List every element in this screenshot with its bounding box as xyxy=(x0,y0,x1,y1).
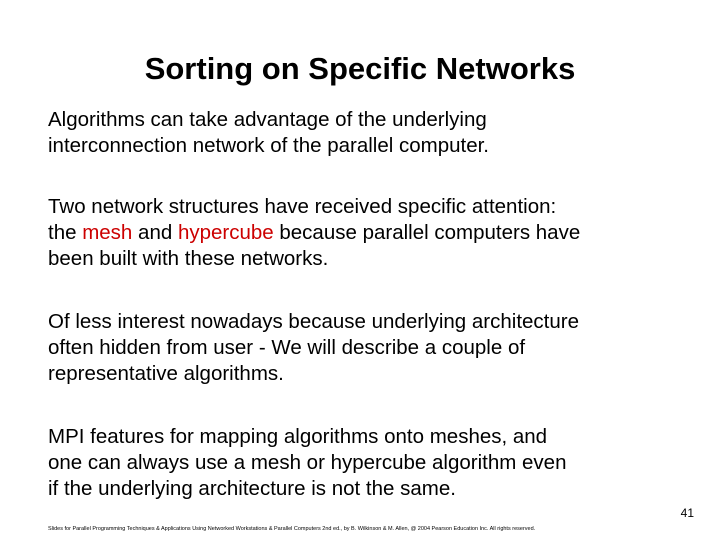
paragraph-2-line-2 xyxy=(48,220,698,246)
paragraph-4-line-2: one can always use a mesh or hypercube algorithm even xyxy=(48,451,567,474)
paragraph-2-line-3: been built with these networks. xyxy=(48,247,329,270)
paragraph-4-line-3: if the underlying architecture is not the same. xyxy=(48,477,456,500)
paragraph-2-text-pre: the xyxy=(48,221,83,244)
paragraph-4 xyxy=(48,424,698,502)
paragraph-1 xyxy=(48,107,698,159)
paragraph-1-line-1: Algorithms can take advantage of the underlying xyxy=(48,108,487,131)
paragraph-2-text-mid: and xyxy=(132,221,178,244)
footer-credits: Slides for Parallel Programming Techniques & Applications Using Networked Workstations & Parallel Computers 2nd ed., by B. Wilkinson & M. Allen, @ 2004 Pearson Education Inc. All rights reserved. xyxy=(48,526,536,532)
slide-title: Sorting on Specific Networks xyxy=(144,51,576,86)
paragraph-3-line-2: often hidden from user - We will describe a couple of xyxy=(48,336,526,359)
highlight-mesh: mesh xyxy=(82,221,133,244)
paragraph-3-line-1: Of less interest nowadays because underlying architecture xyxy=(48,310,580,333)
paragraph-3 xyxy=(48,309,698,387)
highlight-hypercube: hypercube xyxy=(177,221,274,244)
paragraph-2 xyxy=(48,194,698,272)
page-number: 41 xyxy=(680,506,694,520)
paragraph-3-line-3: representative algorithms. xyxy=(48,362,284,385)
paragraph-2-line-1: Two network structures have received specific attention: xyxy=(48,195,557,218)
paragraph-2-text-post: because parallel computers have xyxy=(273,221,581,244)
paragraph-1-line-2: interconnection network of the parallel computer. xyxy=(48,134,490,157)
paragraph-4-line-1: MPI features for mapping algorithms onto meshes, and xyxy=(48,425,548,448)
